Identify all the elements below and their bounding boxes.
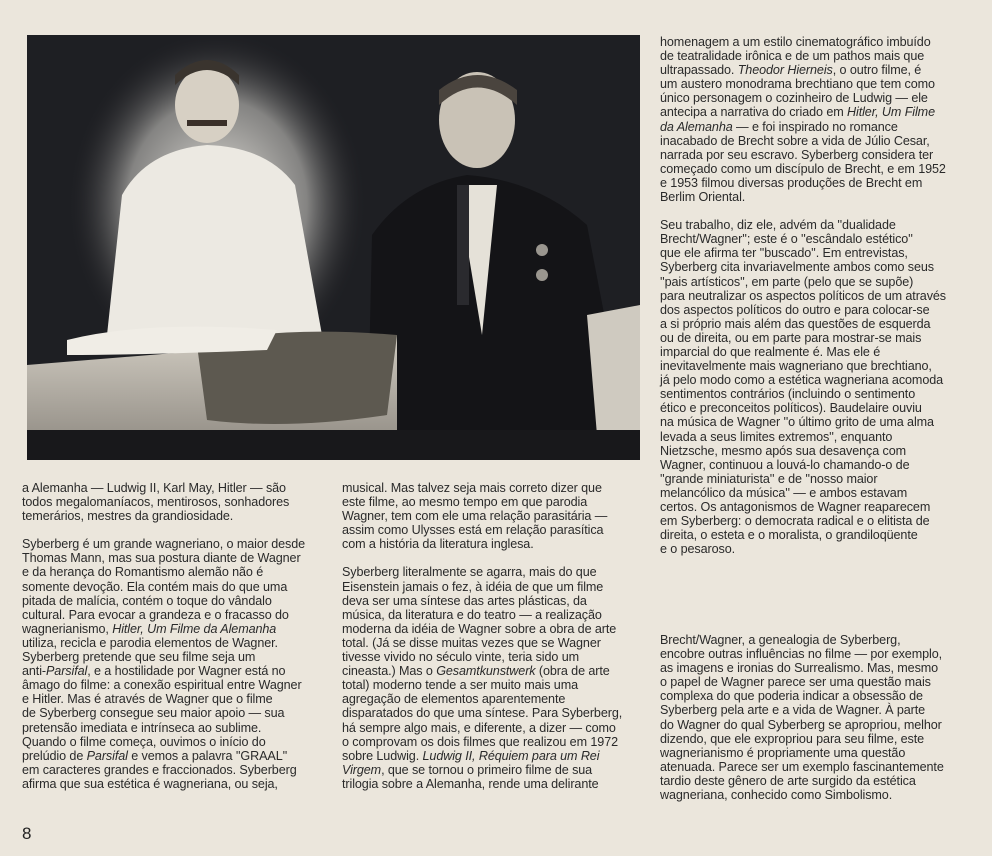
text-line: Berlim Oriental. xyxy=(660,190,746,205)
text-line: na música de Wagner ''o último grito de uma alma xyxy=(660,415,934,430)
text-line: a Alemanha — Ludwig II, Karl May, Hitler — são xyxy=(22,481,286,495)
text-line: de Syberberg consegue seu maior apoio — sua xyxy=(22,706,285,721)
text-line: Quando o filme começa, ouvimos o início do xyxy=(22,734,266,749)
text-line: as imagens e ironias do Surrealismo. Mas, mesmo xyxy=(660,661,939,676)
text-line: tivesse vivido no século vinte, teria sido um xyxy=(342,650,579,665)
text-line: Syberberg literalmente se agarra, mais do que xyxy=(342,565,597,580)
text-line: Eisenstein jamais o fez, à idéia de que um filme xyxy=(342,579,604,594)
paragraph xyxy=(22,481,332,523)
text-line: ou de direita, ou em parte para mostrar-se mais xyxy=(660,330,922,345)
text-line: Brecht/Wagner''; este é o ''escândalo estético'' xyxy=(660,232,913,247)
text-line: direita, o esteta e o moralista, o grandiloqüente xyxy=(660,528,918,543)
text-line: sobre Ludwig. Ludwig II, Réquiem para um Rei xyxy=(342,748,600,763)
text-line: moderna da idéia de Wagner sobre a obra de arte xyxy=(342,621,617,636)
text-line: antecipa a narrativa do criado em Hitler, Um Filme xyxy=(660,105,935,120)
text-line: levada a seus limites extremos'', enquanto xyxy=(660,429,893,444)
text-line: cineasta.) Mas o Gesamtkunstwerk (obra de arte xyxy=(342,664,610,679)
text-line: Virgem, que se tornou o primeiro filme de sua xyxy=(342,762,593,777)
text-line: e 1953 filmou diversas produções de Brecht em xyxy=(660,175,923,190)
film-still-illustration xyxy=(27,35,640,460)
paragraph xyxy=(22,537,332,791)
text-line: em caracteres grandes e fraccionados. Syberberg xyxy=(22,762,297,777)
text-line: Syberberg pela arte e a vida de Wagner. À parte xyxy=(660,703,926,718)
text-line: cultural. Para evocar a grandeza e o fracasso do xyxy=(22,607,289,622)
text-line: do Wagner do qual Syberberg se apropriou, melhor xyxy=(660,717,942,732)
text-line: Syberberg pretende que seu filme seja um xyxy=(22,650,256,665)
text-line: um austero monodrama brechtiano que tem como xyxy=(660,77,935,92)
text-line: inacabado de Brecht sobre a vida de Júlio Cesar, xyxy=(660,133,930,148)
text-line: wagnerianismo é propriamente uma questão xyxy=(660,745,906,760)
paragraph xyxy=(660,633,944,802)
page-number: 8 xyxy=(22,824,32,843)
text-line: atenuada. Parece ser um exemplo fascinantemente xyxy=(660,759,944,774)
text-line: prelúdio de Parsifal e vemos a palavra ''GRAAL'' xyxy=(22,748,288,763)
text-line: Wagner, continuou a louvá-lo chamando-o de xyxy=(660,457,910,472)
text-line: o comprovam os dois filmes que realizou em 1972 xyxy=(342,734,618,749)
text-line: em Syberberg: o democrata radical e o elitista de xyxy=(660,514,930,529)
text-column-1 xyxy=(22,481,332,805)
text-line: que ele afirma ter ''buscado''. Em entrevistas, xyxy=(660,246,908,261)
text-line: sentimentos contrários (incluindo o sentimento xyxy=(660,387,916,402)
text-line: certos. Os antagonismos de Wagner reaparecem xyxy=(660,500,931,514)
text-column-3 xyxy=(660,35,970,803)
text-line: homenagem a um estilo cinematográfico imbuído xyxy=(660,35,931,49)
text-line: assim como Ulysses está em relação parasítica xyxy=(342,523,604,538)
paragraph xyxy=(660,218,970,556)
text-line: único personagem o cozinheiro de Ludwig — ele xyxy=(660,91,928,106)
text-line: pretensão imediata e intrínseca ao sublime. xyxy=(22,720,262,735)
paragraph xyxy=(660,35,970,204)
text-line: musical. Mas talvez seja mais correto dizer que xyxy=(342,481,602,495)
text-line: e Hitler. Mas é através de Wagner que o filme xyxy=(22,692,273,707)
text-line: o papel de Wagner parece ser uma questão mais xyxy=(660,675,931,690)
text-line: e o pesaroso. xyxy=(660,542,736,557)
text-line: começado como um discípulo de Brecht, e em 1952 xyxy=(660,161,946,176)
text-line: somente devoção. Ela contém mais do que uma xyxy=(22,579,288,594)
text-line: imparcial do que realmente é. Mas ele é xyxy=(660,344,881,359)
text-line: este filme, ao mesmo tempo em que parodia xyxy=(342,495,588,510)
text-line: música, da literatura e do teatro — a realização xyxy=(342,607,602,622)
text-line: encobre outras influências no filme — por exemplo, xyxy=(660,647,943,662)
text-line: afirma que sua estética é wagneriana, ou seja, xyxy=(22,776,278,791)
film-still-photo xyxy=(27,35,640,460)
text-line: Wagner, tem com ele uma relação parasitária — xyxy=(342,509,608,524)
text-line: ultrapassado. Theodor Hierneis, o outro filme, é xyxy=(660,63,922,78)
text-line: wagneriana, conhecido como Simbolismo. xyxy=(660,788,893,803)
text-line: temerários, mestres da grandiosidade. xyxy=(22,509,234,524)
text-line: pitada de malícia, contém o toque do vândalo xyxy=(22,593,272,608)
text-line: complexa do que poderia indicar a obsessão de xyxy=(660,689,923,704)
text-line: total. (Já se disse muitas vezes que se Wagner xyxy=(342,635,601,650)
text-line: já pelo modo como a estética wagneriana acomoda xyxy=(660,373,944,388)
text-line: tardio deste gênero de arte surgido da estética xyxy=(660,773,916,788)
text-line: todos megalomaníacos, mentirosos, sonhadores xyxy=(22,495,290,510)
text-line: Brecht/Wagner, a genealogia de Syberberg, xyxy=(660,633,901,647)
text-line: de teatralidade irônica e de um pathos mais que xyxy=(660,49,925,64)
text-line: Syberberg cita invariavelmente ambos como seus xyxy=(660,260,934,275)
text-line: Nietzsche, mesmo após sua desavença com xyxy=(660,443,906,458)
text-line: inevitavelmente mais wagneriano que brechtiano, xyxy=(660,359,932,374)
text-line: deva ser uma síntese das artes plásticas, da xyxy=(342,593,587,608)
text-line: ''grande miniaturista'' e de ''nosso maior xyxy=(660,471,878,486)
text-line: Seu trabalho, diz ele, advém da ''dualidade xyxy=(660,218,896,233)
text-line: para neutralizar os aspectos políticos de um através xyxy=(660,288,947,303)
text-line: e da herança do Romantismo alemão não é xyxy=(22,565,264,580)
text-line: agregação de elementos aparentemente xyxy=(342,692,566,707)
text-line: narrada por seu escravo. Syberberg considera ter xyxy=(660,147,934,162)
text-line: há sempre algo mais, e diferente, a dizer — como xyxy=(342,720,616,735)
text-line: anti-Parsifal, e a hostilidade por Wagner está no xyxy=(22,664,286,679)
text-line: Thomas Mann, mas sua postura diante de Wagner xyxy=(22,551,301,566)
text-line: disparatados do que uma síntese. Para Syberberg, xyxy=(342,706,623,721)
text-line: utiliza, recicla e parodia elementos de Wagner. xyxy=(22,635,278,650)
text-line: Syberberg é um grande wagneriano, o maior desde xyxy=(22,537,306,552)
text-line: melancólico da música'' — e ambos estavam xyxy=(660,485,908,500)
text-line: dizendo, que ele expropriou para seu filme, este xyxy=(660,731,925,746)
paragraph xyxy=(342,565,647,791)
text-line: da Alemanha — e foi inspirado no romance xyxy=(660,119,898,134)
text-line: âmago do filme: a conexão espiritual entre Wagner xyxy=(22,678,302,693)
text-line: dos aspectos políticos do outro e para colocar-se xyxy=(660,302,930,317)
text-line: ''pais artísticos'', em parte (pelo que se supõe) xyxy=(660,274,914,289)
paragraph xyxy=(342,481,647,551)
text-line: trilogia sobre a Alemanha, rende uma delirante xyxy=(342,776,599,791)
text-column-2 xyxy=(342,481,647,805)
text-line: com a história da literatura inglesa. xyxy=(342,537,534,552)
text-line: total) moderno tende a ser muito mais uma xyxy=(342,678,578,693)
text-line: wagnerianismo, Hitler, Um Filme da Alemanha xyxy=(22,621,277,636)
text-line: a si próprio mais além das questões de esquerda xyxy=(660,316,931,331)
text-line: ético e preconceitos políticos). Baudelaire ouviu xyxy=(660,401,922,416)
